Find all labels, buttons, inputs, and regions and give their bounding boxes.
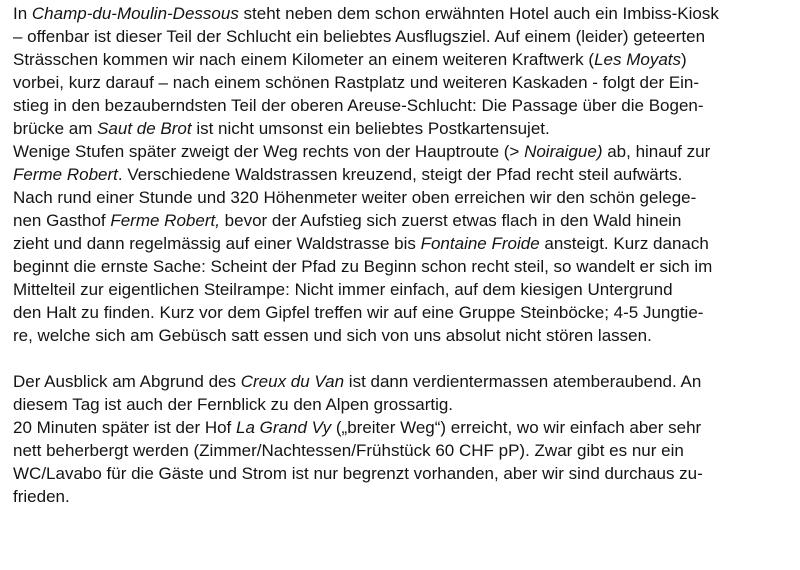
text-line [13,232,793,255]
text-segment: nett beherbergt werden (Zimmer/Nachtessen/Frühstück 60 CHF pP). Zwar gibt es nur ein [13,441,684,460]
text-line [13,416,793,439]
italic-text: Ferme Robert, [110,211,220,230]
text-segment: . Verschiedene Waldstrassen kreuzend, steigt der Pfad recht steil aufwärts. [117,165,683,184]
text-line [13,71,793,94]
text-line [13,439,793,462]
text-segment: brücke am [13,119,98,138]
paragraph [13,2,793,140]
text-line [13,485,793,508]
text-segment: frieden. [13,487,70,506]
text-segment: („breiter Weg“) erreicht, wo wir einfach aber sehr [331,418,702,437]
text-segment: WC/Lavabo für die Gäste und Strom ist nur begrenzt vorhanden, aber wir sind durchaus zu- [13,464,703,483]
text-segment: re, welche sich am Gebüsch satt essen und sich von uns absolut nicht stören lassen. [13,326,652,345]
italic-text: La Grand Vy [236,418,332,437]
text-segment: Strässchen kommen wir nach einem Kilometer an einem weiteren Kraftwerk ( [13,50,595,69]
italic-text: Champ-du-Moulin-Dessous [31,4,239,23]
text-segment: ist dann verdientermassen atemberaubend. An [344,372,702,391]
text-segment: Nach rund einer Stunde und 320 Höhenmeter weiter oben erreichen wir den schön gelege- [13,188,697,207]
text-line [13,255,793,278]
text-line [13,462,793,485]
italic-text: Fontaine Froide [420,234,540,253]
text-segment: ) [681,50,687,69]
document-body [13,2,793,508]
text-segment: nen Gasthof [13,211,111,230]
text-segment: den Halt zu finden. Kurz vor dem Gipfel treffen wir auf eine Gruppe Steinböcke; 4-5 Jungtie- [13,303,704,322]
text-line [13,2,793,25]
text-line [13,301,793,324]
paragraph [13,416,793,508]
text-line [13,324,793,347]
text-segment: In [13,4,32,23]
text-line [13,48,793,71]
text-segment: zieht und dann regelmässig auf einer Waldstrasse bis [13,234,421,253]
text-line [13,186,793,209]
italic-text: Ferme Robert [13,165,118,184]
text-segment: 20 Minuten später ist der Hof [13,418,237,437]
text-segment: Mittelteil zur eigentlichen Steilrampe: Nicht immer einfach, auf dem kiesigen Untergrund [13,280,673,299]
text-line [13,117,793,140]
text-line [13,209,793,232]
paragraph-spacer [13,347,793,370]
text-segment: ist nicht umsonst ein beliebtes Postkartensujet. [191,119,550,138]
text-line [13,25,793,48]
text-line [13,94,793,117]
text-line [13,278,793,301]
text-segment: bevor der Aufstieg sich zuerst etwas flach in den Wald hinein [219,211,682,230]
text-segment: Der Ausblick am Abgrund des [13,372,241,391]
text-segment: – offenbar ist dieser Teil der Schlucht ein beliebtes Ausflugsziel. Auf einem (leider) geteerten [13,27,706,46]
text-segment: diesem Tag ist auch der Fernblick zu den Alpen grossartig. [13,395,454,414]
text-segment: vorbei, kurz darauf – nach einem schönen Rastplatz und weiteren Kaskaden - folgt der Ein- [13,73,700,92]
text-segment: ansteigt. Kurz danach [539,234,709,253]
text-segment: beginnt die ernste Sache: Scheint der Pfad zu Beginn schon recht steil, so wandelt er sich im [13,257,713,276]
text-segment: steht neben dem schon erwähnten Hotel auch ein Imbiss-Kiosk [238,4,719,23]
italic-text: Saut de Brot [97,119,192,138]
italic-text: Noiraigue) [524,142,603,161]
text-line [13,140,793,163]
italic-text: Creux du Van [240,372,345,391]
paragraph [13,370,793,416]
text-segment: Wenige Stufen später zweigt der Weg rechts von der Hauptroute (> [13,142,525,161]
text-line [13,370,793,393]
text-line [13,163,793,186]
paragraph [13,140,793,347]
text-segment: ab, hinauf zur [602,142,711,161]
italic-text: Les Moyats [594,50,682,69]
text-line [13,393,793,416]
text-segment: stieg in den bezauberndsten Teil der oberen Areuse-Schlucht: Die Passage über die Bogen- [13,96,704,115]
